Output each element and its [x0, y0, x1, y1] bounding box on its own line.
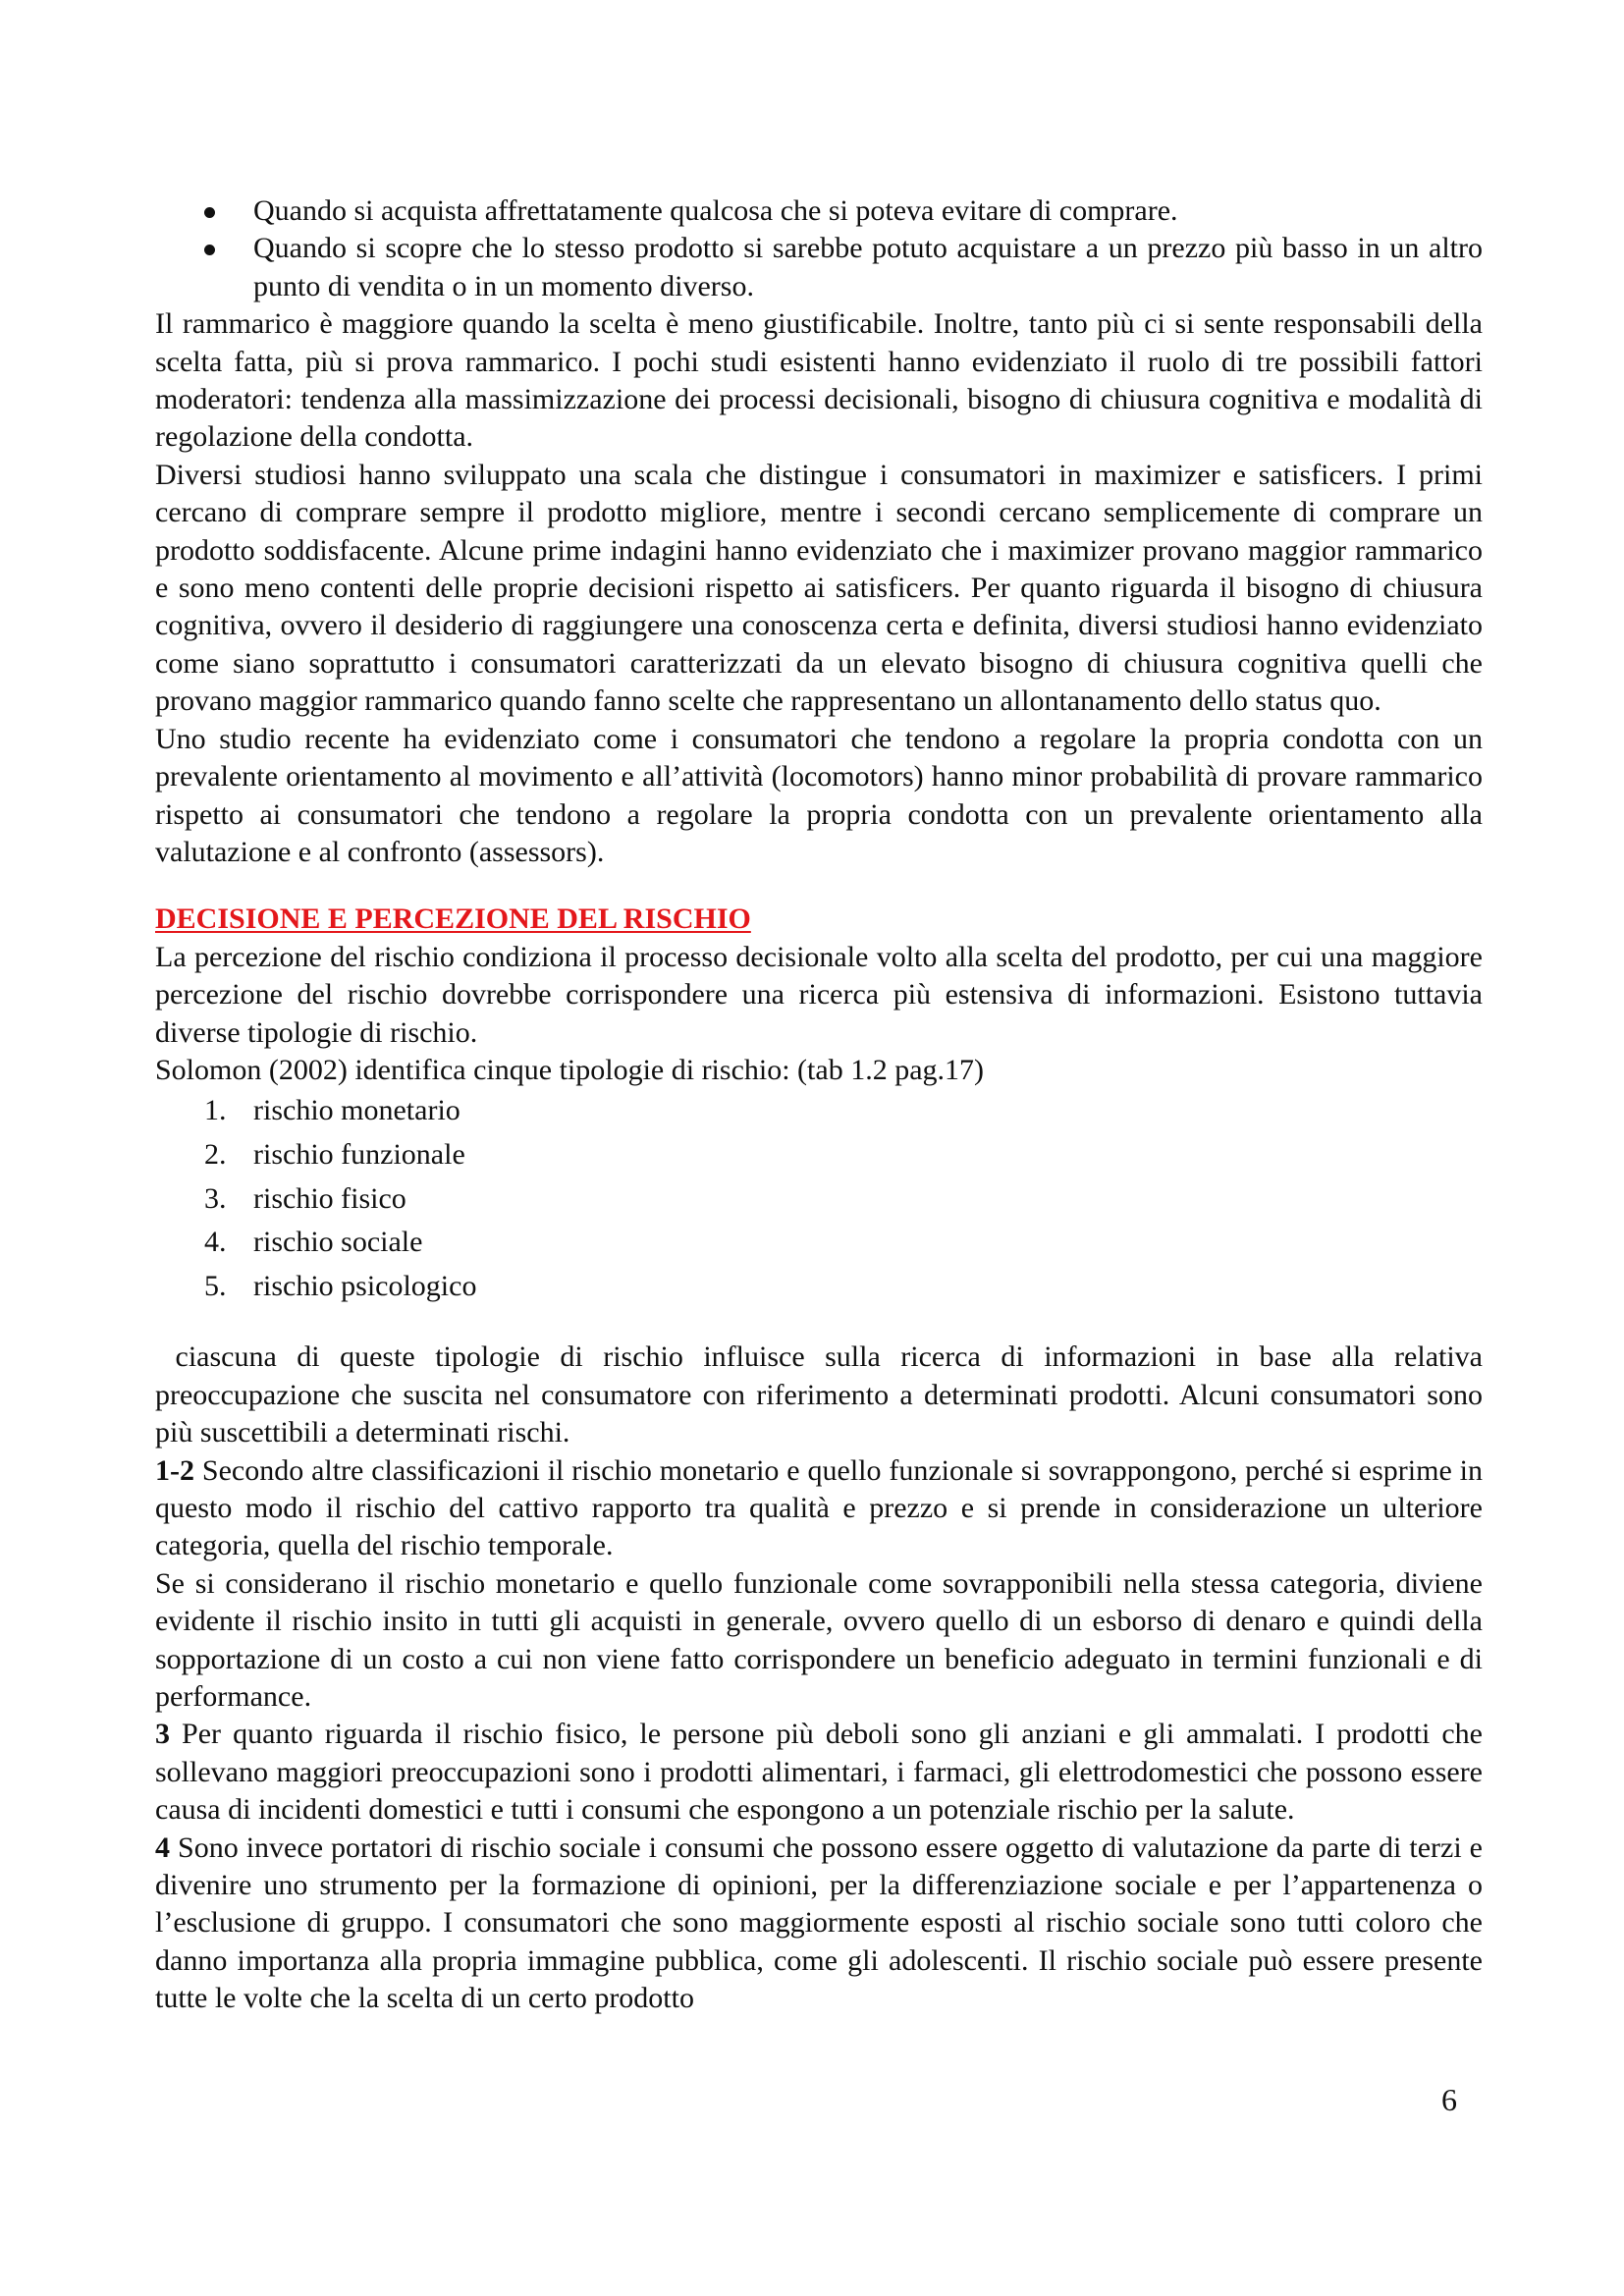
paragraph-marker: 3 — [155, 1718, 170, 1751]
section-heading: DECISIONE E PERCEZIONE DEL RISCHIO — [155, 902, 751, 936]
paragraph-marker: 1-2 — [155, 1453, 194, 1487]
paragraph-social-risk — [155, 1830, 1483, 2018]
page-number: 6 — [1441, 2082, 1457, 2117]
bullet-list — [155, 192, 1483, 305]
paragraph-monetary-functional — [155, 1452, 1483, 1565]
risk-number: 2. — [204, 1137, 227, 1171]
paragraph-regret: Il rammarico è maggiore quando la scelta è meno giustificabile. Inoltre, tanto più ci si sente responsabili della scelta fatta, più si prova rammarico. I pochi studi esistenti hanno evidenziato il ruolo di tre possibili fattori moderatori: tendenza alla massimizzazione dei processi decisionali, bisogno di chiusura cognitiva e modalità di regolazione della condotta. — [155, 307, 1483, 454]
paragraph-solomon: Solomon (2002) identifica cinque tipologie di rischio: (tab 1.2 pag.17) — [155, 1053, 984, 1086]
paragraph-text: Per quanto riguarda il rischio fisico, le persone più deboli sono gli anziani e gli ammalati. I prodotti che sollevano maggiori preoccupazioni sono i prodotti alimentari, i farmaci, gli elettrodomestici che possono essere causa di incidenti domestici e tutti i consumi che espongono a un potenziale rischio per la salute. — [155, 1718, 1483, 1827]
risk-label: rischio funzionale — [253, 1137, 465, 1171]
paragraph-typologies-text: ciascuna di queste tipologie di rischio influisce sulla ricerca di informazioni in base alla relativa preoccupazione che suscita nel consumatore con riferimento a determinati prodotti. Alcuni consumatori sono più suscettibili a determinati rischi. — [155, 1340, 1483, 1449]
risk-list-item — [155, 1177, 1483, 1222]
paragraph-risk-perception: La percezione del rischio condiziona il processo decisionale volto alla scelta del prodotto, per cui una maggiore percezione del rischio dovrebbe corrispondere una ricerca più estensiva di informazioni. Esistono tuttavia diverse tipologie di rischio. — [155, 940, 1483, 1049]
risk-number: 3. — [204, 1181, 227, 1215]
paragraph-maximizer: Diversi studiosi hanno sviluppato una scala che distingue i consumatori in maximizer e satisficers. I primi cercano di comprare sempre il prodotto migliore, mentre i secondi cercano semplicemente di comprare un prodotto soddisfacente. Alcune prime indagini hanno evidenziato che i maximizer provano maggior rammarico e sono meno contenti delle proprie decisioni rispetto ai satisficers. Per quanto riguarda il bisogno di chiusura cognitiva, ovvero il desiderio di raggiungere una conoscenza certa e definita, diversi studiosi hanno evidenziato come siano soprattutto i consumatori caratterizzati da un elevato bisogno di chiusura cognitiva quelli che provano maggior rammarico quando fanno scelte che rappresentano un allontanamento dello status quo. — [155, 458, 1483, 718]
risk-number: 4. — [204, 1226, 227, 1259]
bullet-item — [155, 230, 1483, 305]
risk-label: rischio sociale — [253, 1226, 423, 1259]
risk-list-item — [155, 1089, 1483, 1133]
paragraph-text: Sono invece portatori di rischio sociale i consumi che possono essere oggetto di valutazione da parte di terzi e divenire uno strumento per la formazione di opinioni, per la differenziazione sociale e per l’appartenenza o l’esclusione di gruppo. I consumatori che sono maggiormente esposti al rischio sociale sono tutti coloro che danno importanza alla propria immagine pubblica, come gli adolescenti. Il rischio sociale può essere presente tutte le volte che la scelta di un certo prodotto — [155, 1831, 1483, 2015]
risk-list-item — [155, 1221, 1483, 1265]
bullet-text: Quando si scopre che lo stesso prodotto si sarebbe potuto acquistare a un prezzo più basso in un altro punto di vendita o in un momento diverso. — [253, 232, 1483, 302]
risk-number: 1. — [204, 1094, 227, 1127]
risk-label: rischio psicologico — [253, 1269, 477, 1302]
paragraph-locomotors: Uno studio recente ha evidenziato come i consumatori che tendono a regolare la propria condotta con un prevalente orientamento al movimento e all’attività (locomotors) hanno minor probabilità di provare rammarico rispetto ai consumatori che tendono a regolare la propria condotta con un prevalente orientamento alla valutazione e al confronto (assessors). — [155, 722, 1483, 868]
spacer — [155, 1308, 1483, 1339]
bullet-dot-icon — [204, 245, 215, 255]
risk-label: rischio monetario — [253, 1094, 460, 1127]
paragraph-text: Secondo altre classificazioni il rischio monetario e quello funzionale si sovrappongono, perché si esprime in questo modo il rischio del cattivo rapporto tra qualità e prezzo e si prende in considerazione un ulteriore categoria, quella del rischio temporale. — [155, 1453, 1483, 1562]
bullet-text: Quando si acquista affrettatamente qualcosa che si poteva evitare di comprare. — [253, 194, 1178, 227]
bullet-item — [155, 192, 1483, 230]
document-page — [155, 192, 1483, 2018]
paragraph-marker: 4 — [155, 1831, 170, 1864]
risk-list-item — [155, 1133, 1483, 1177]
risk-label: rischio fisico — [253, 1181, 406, 1215]
risk-list — [155, 1089, 1483, 1308]
bullet-dot-icon — [204, 207, 215, 218]
paragraph-typologies — [155, 1339, 1483, 1451]
risk-list-item — [155, 1265, 1483, 1309]
paragraph-overlap: Se si considerano il rischio monetario e quello funzionale come sovrapponibili nella stessa categoria, diviene evidente il rischio insito in tutti gli acquisti in generale, ovvero quello di un esborso di denaro e quindi della sopportazione di un costo a cui non viene fatto corrispondere un beneficio adeguato in termini funzionali e di performance. — [155, 1566, 1483, 1713]
risk-number: 5. — [204, 1269, 227, 1302]
paragraph-physical-risk — [155, 1716, 1483, 1829]
